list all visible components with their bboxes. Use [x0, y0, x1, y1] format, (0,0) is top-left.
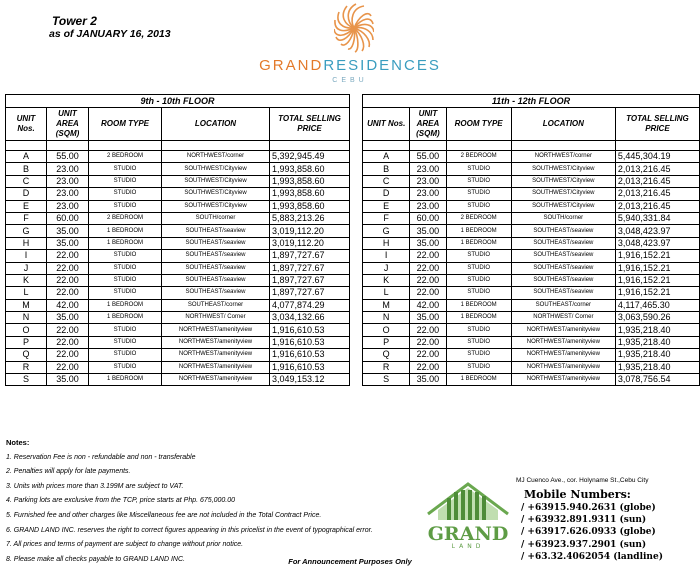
cell-unit-no: B — [6, 163, 47, 175]
cell-location: SOUTHEAST/seaview — [511, 287, 615, 299]
table-row — [6, 299, 350, 311]
mobile-number: / +63932.891.9311 (sun) — [521, 515, 647, 526]
cell-total-selling-price: 2,013,216.45 — [615, 200, 699, 212]
cell-room-type: 1 BEDROOM — [446, 237, 511, 249]
table-row — [6, 151, 350, 163]
cell-location: SOUTHEAST/seaview — [162, 225, 270, 237]
cell-unit-area: 23.00 — [47, 175, 89, 187]
cell-unit-no: C — [6, 175, 47, 187]
cell-unit-no: L — [363, 287, 410, 299]
cell-total-selling-price: 1,935,218.40 — [615, 324, 699, 336]
cell-total-selling-price: 4,077,874.29 — [270, 299, 350, 311]
cell-location: SOUTHWEST/Cityview — [162, 200, 270, 212]
cell-unit-area: 22.00 — [410, 361, 446, 373]
cell-room-type: STUDIO — [446, 250, 511, 262]
table-row — [6, 200, 350, 212]
table-row — [363, 287, 700, 299]
cell-unit-no: P — [6, 336, 47, 348]
cell-unit-area: 23.00 — [410, 163, 446, 175]
cell-location: SOUTHEAST/seaview — [511, 250, 615, 262]
cell-unit-no: I — [6, 250, 47, 262]
cell-location: SOUTHWEST/Cityview — [162, 163, 270, 175]
col-header-unit-area: UNIT AREA (SQM) — [410, 108, 446, 141]
cell-location: NORTHWEST/amenityview — [511, 324, 615, 336]
cell-total-selling-price: 3,048,423.97 — [615, 225, 699, 237]
cell-total-selling-price: 5,445,304.19 — [615, 151, 699, 163]
cell-room-type: 1 BEDROOM — [89, 225, 162, 237]
cell-unit-area: 23.00 — [410, 188, 446, 200]
cell-location: SOUTHEAST/seaview — [511, 274, 615, 286]
cell-room-type: 2 BEDROOM — [446, 212, 511, 224]
cell-unit-area: 42.00 — [47, 299, 89, 311]
cell-unit-area: 22.00 — [410, 324, 446, 336]
cell-room-type: STUDIO — [89, 361, 162, 373]
cell-location: SOUTHEAST/corner — [511, 299, 615, 311]
cell-total-selling-price: 1,916,152.21 — [615, 262, 699, 274]
table-row — [363, 312, 700, 324]
cell-total-selling-price: 1,916,610.53 — [270, 349, 350, 361]
mobile-numbers-list — [521, 502, 663, 563]
cell-unit-area: 22.00 — [410, 274, 446, 286]
cell-unit-no: F — [363, 212, 410, 224]
cell-room-type: STUDIO — [89, 188, 162, 200]
cell-total-selling-price: 2,013,216.45 — [615, 163, 699, 175]
cell-unit-no: H — [6, 237, 47, 249]
cell-room-type: STUDIO — [446, 274, 511, 286]
cell-location: SOUTHEAST/seaview — [162, 274, 270, 286]
table-row — [363, 200, 700, 212]
spacer-row — [363, 141, 700, 151]
col-header-location: LOCATION — [162, 108, 270, 141]
cell-room-type: STUDIO — [89, 349, 162, 361]
cell-unit-no: M — [6, 299, 47, 311]
cell-unit-no: L — [6, 287, 47, 299]
cell-unit-no: C — [363, 175, 410, 187]
cell-unit-area: 22.00 — [47, 324, 89, 336]
cell-unit-no: D — [363, 188, 410, 200]
cell-location: SOUTHEAST/seaview — [511, 262, 615, 274]
cell-total-selling-price: 3,049,153.12 — [270, 374, 350, 386]
cell-location: SOUTHEAST/seaview — [511, 237, 615, 249]
shell-logo-icon — [334, 2, 374, 54]
mobile-numbers-title: Mobile Numbers: — [524, 488, 631, 501]
cell-unit-area: 35.00 — [410, 225, 446, 237]
right-table-title: 11th - 12th FLOOR — [363, 95, 700, 108]
cell-room-type: STUDIO — [446, 262, 511, 274]
cell-unit-no: J — [6, 262, 47, 274]
cell-unit-area: 55.00 — [410, 151, 446, 163]
cell-unit-no: O — [6, 324, 47, 336]
svg-text:GRAND: GRAND — [427, 523, 509, 545]
col-header-total-selling-price: TOTAL SELLING PRICE — [615, 108, 699, 141]
cell-room-type: STUDIO — [89, 200, 162, 212]
cell-location: SOUTHWEST/Cityview — [511, 200, 615, 212]
cell-room-type: 1 BEDROOM — [446, 225, 511, 237]
cell-unit-no: K — [6, 274, 47, 286]
cell-unit-no: S — [6, 374, 47, 386]
cell-location: NORTHWEST/amenityview — [162, 374, 270, 386]
cell-location: SOUTH/corner — [162, 212, 270, 224]
cell-total-selling-price: 3,019,112.20 — [270, 237, 350, 249]
cell-total-selling-price: 1,897,727.67 — [270, 274, 350, 286]
cell-total-selling-price: 1,916,152.21 — [615, 250, 699, 262]
cell-location: SOUTHEAST/seaview — [162, 237, 270, 249]
note-item: 3. Units with prices more than 3.199M are subject to VAT. — [6, 482, 184, 490]
cell-unit-area: 35.00 — [410, 237, 446, 249]
cell-unit-no: G — [363, 225, 410, 237]
cell-unit-no: P — [363, 336, 410, 348]
notes-list — [6, 451, 373, 568]
notes-title: Notes: — [6, 438, 30, 447]
cell-unit-area: 35.00 — [47, 312, 89, 324]
cell-unit-area: 22.00 — [47, 336, 89, 348]
table-row — [363, 336, 700, 348]
cell-total-selling-price: 3,078,756.54 — [615, 374, 699, 386]
cell-location: NORTHWEST/amenityview — [511, 349, 615, 361]
cell-unit-no: B — [363, 163, 410, 175]
cell-room-type: STUDIO — [446, 361, 511, 373]
col-header-room-type: ROOM TYPE — [89, 108, 162, 141]
cell-location: NORTHWEST/corner — [162, 151, 270, 163]
brand-name: GRANDRESIDENCES — [259, 57, 441, 74]
price-table-9th-10th-floor — [5, 94, 350, 386]
note-item: 2. Penalties will apply for late payments. — [6, 468, 131, 476]
cell-unit-no: E — [6, 200, 47, 212]
mobile-number: / +63923.937.2901 (sun) — [521, 539, 647, 550]
col-header-unit-nos: UNIT Nos. — [363, 108, 410, 141]
note-item: 8. Please make all checks payable to GRAND LAND INC. — [6, 555, 185, 563]
cell-location: SOUTHWEST/Cityview — [162, 175, 270, 187]
cell-total-selling-price: 5,883,213.26 — [270, 212, 350, 224]
cell-location: NORTHWEST/amenityview — [162, 324, 270, 336]
cell-unit-area: 23.00 — [47, 188, 89, 200]
cell-total-selling-price: 1,916,610.53 — [270, 361, 350, 373]
cell-room-type: 1 BEDROOM — [446, 374, 511, 386]
table-row — [6, 237, 350, 249]
cell-unit-area: 22.00 — [47, 349, 89, 361]
table-row — [363, 175, 700, 187]
cell-unit-no: N — [363, 312, 410, 324]
company-address: MJ Cuenco Ave., cor. Holyname St.,Cebu City — [516, 477, 649, 484]
table-row — [363, 250, 700, 262]
note-item: 1. Reservation Fee is non - refundable and non - transferable — [6, 453, 196, 461]
cell-location: SOUTHEAST/corner — [162, 299, 270, 311]
cell-location: SOUTHWEST/Cityview — [162, 188, 270, 200]
table-row — [6, 361, 350, 373]
cell-unit-area: 42.00 — [410, 299, 446, 311]
note-item: 4. Parking lots are exclusive from the TCP, price starts at Php. 675,000.00 — [6, 497, 236, 505]
mobile-number: / +63917.626.0933 (globe) — [521, 527, 656, 538]
left-table-body — [6, 151, 350, 386]
cell-room-type: 1 BEDROOM — [446, 312, 511, 324]
tower-label: Tower 2 — [52, 14, 97, 28]
cell-unit-no: S — [363, 374, 410, 386]
cell-unit-area: 22.00 — [410, 262, 446, 274]
cell-unit-area: 55.00 — [47, 151, 89, 163]
cell-unit-no: A — [6, 151, 47, 163]
cell-unit-area: 22.00 — [410, 349, 446, 361]
table-row — [363, 212, 700, 224]
cell-unit-no: A — [363, 151, 410, 163]
table-row — [6, 163, 350, 175]
table-row — [6, 324, 350, 336]
col-header-total-selling-price: TOTAL SELLING PRICE — [270, 108, 350, 141]
table-row — [363, 163, 700, 175]
table-row — [363, 349, 700, 361]
cell-unit-no: N — [6, 312, 47, 324]
right-table-body — [363, 151, 700, 386]
cell-location: SOUTHWEST/Cityview — [511, 175, 615, 187]
cell-total-selling-price: 5,392,945.49 — [270, 151, 350, 163]
cell-room-type: 1 BEDROOM — [89, 312, 162, 324]
table-row — [363, 324, 700, 336]
note-item: 5. Furnished fee and other charges like Miscellaneous fee are not included in the Total Contract Price. — [6, 511, 322, 519]
cell-unit-area: 35.00 — [47, 237, 89, 249]
cell-total-selling-price: 2,013,216.45 — [615, 188, 699, 200]
cell-room-type: 1 BEDROOM — [446, 299, 511, 311]
table-row — [363, 188, 700, 200]
cell-total-selling-price: 5,940,331.84 — [615, 212, 699, 224]
cell-unit-area: 22.00 — [47, 250, 89, 262]
svg-text:LAND: LAND — [451, 543, 485, 550]
col-header-location: LOCATION — [511, 108, 615, 141]
cell-total-selling-price: 1,935,218.40 — [615, 336, 699, 348]
cell-total-selling-price: 1,916,610.53 — [270, 336, 350, 348]
cell-unit-no: Q — [363, 349, 410, 361]
cell-unit-area: 60.00 — [47, 212, 89, 224]
table-row — [363, 151, 700, 163]
cell-total-selling-price: 1,993,858.60 — [270, 200, 350, 212]
cell-unit-area: 22.00 — [47, 262, 89, 274]
table-row — [363, 237, 700, 249]
cell-total-selling-price: 2,013,216.45 — [615, 175, 699, 187]
cell-total-selling-price: 1,993,858.60 — [270, 175, 350, 187]
cell-total-selling-price: 1,897,727.67 — [270, 287, 350, 299]
table-row — [6, 250, 350, 262]
cell-room-type: STUDIO — [89, 336, 162, 348]
price-table-11th-12th-floor — [362, 94, 700, 386]
cell-location: NORTHWEST/ Corner — [162, 312, 270, 324]
cell-room-type: STUDIO — [89, 163, 162, 175]
cell-location: SOUTHEAST/seaview — [162, 250, 270, 262]
table-row — [6, 349, 350, 361]
cell-unit-no: F — [6, 212, 47, 224]
cell-total-selling-price: 3,063,590.26 — [615, 312, 699, 324]
cell-location: SOUTHWEST/Cityview — [511, 163, 615, 175]
cell-unit-area: 22.00 — [47, 361, 89, 373]
table-row — [6, 312, 350, 324]
cell-unit-area: 60.00 — [410, 212, 446, 224]
note-item: 7. All prices and terms of payment are subject to change without prior notice. — [6, 541, 244, 549]
cell-location: SOUTHWEST/Cityview — [511, 188, 615, 200]
cell-room-type: 2 BEDROOM — [89, 212, 162, 224]
cell-room-type: STUDIO — [89, 262, 162, 274]
cell-unit-area: 35.00 — [47, 374, 89, 386]
cell-room-type: STUDIO — [446, 188, 511, 200]
table-row — [363, 262, 700, 274]
cell-room-type: STUDIO — [446, 163, 511, 175]
cell-room-type: STUDIO — [89, 274, 162, 286]
cell-unit-area: 35.00 — [410, 374, 446, 386]
cell-room-type: STUDIO — [446, 175, 511, 187]
cell-unit-no: R — [363, 361, 410, 373]
cell-room-type: STUDIO — [446, 287, 511, 299]
table-row — [6, 212, 350, 224]
cell-room-type: 1 BEDROOM — [89, 237, 162, 249]
cell-total-selling-price: 1,897,727.67 — [270, 262, 350, 274]
cell-unit-area: 22.00 — [47, 287, 89, 299]
cell-unit-no: I — [363, 250, 410, 262]
col-header-room-type: ROOM TYPE — [446, 108, 511, 141]
cell-unit-no: E — [363, 200, 410, 212]
table-row — [6, 374, 350, 386]
cell-location: NORTHWEST/amenityview — [162, 336, 270, 348]
left-table-title: 9th - 10th FLOOR — [6, 95, 350, 108]
table-row — [363, 374, 700, 386]
cell-room-type: STUDIO — [446, 349, 511, 361]
brand-subtitle: CEBU — [332, 77, 368, 84]
cell-total-selling-price: 1,993,858.60 — [270, 188, 350, 200]
cell-unit-area: 23.00 — [47, 163, 89, 175]
cell-total-selling-price: 1,916,610.53 — [270, 324, 350, 336]
cell-room-type: 1 BEDROOM — [89, 299, 162, 311]
cell-unit-area: 23.00 — [410, 175, 446, 187]
cell-room-type: STUDIO — [89, 287, 162, 299]
cell-unit-area: 35.00 — [47, 225, 89, 237]
mobile-number: / +63.32.4062054 (landline) — [521, 551, 663, 562]
cell-room-type: STUDIO — [89, 324, 162, 336]
cell-unit-area: 22.00 — [410, 336, 446, 348]
col-header-unit-area: UNIT AREA (SQM) — [47, 108, 89, 141]
table-row — [6, 287, 350, 299]
col-header-unit-nos: UNIT Nos. — [6, 108, 47, 141]
cell-location: NORTHWEST/amenityview — [511, 361, 615, 373]
cell-location: SOUTHEAST/seaview — [162, 262, 270, 274]
cell-total-selling-price: 1,916,152.21 — [615, 274, 699, 286]
table-row — [363, 299, 700, 311]
cell-unit-no: M — [363, 299, 410, 311]
as-of-date: as of JANUARY 16, 2013 — [49, 28, 171, 40]
mobile-number: / +63915.940.2631 (globe) — [521, 503, 656, 513]
cell-room-type: STUDIO — [446, 324, 511, 336]
table-row — [6, 274, 350, 286]
cell-room-type: 2 BEDROOM — [89, 151, 162, 163]
notes-section — [6, 436, 373, 567]
cell-location: SOUTH/corner — [511, 212, 615, 224]
cell-total-selling-price: 1,897,727.67 — [270, 250, 350, 262]
cell-unit-area: 23.00 — [47, 200, 89, 212]
footer-disclaimer: For Announcement Purposes Only — [288, 557, 412, 566]
cell-room-type: STUDIO — [89, 250, 162, 262]
cell-location: SOUTHEAST/seaview — [511, 225, 615, 237]
spacer-row — [6, 141, 350, 151]
table-row — [363, 274, 700, 286]
cell-unit-area: 23.00 — [410, 200, 446, 212]
cell-total-selling-price: 1,993,858.60 — [270, 163, 350, 175]
cell-total-selling-price: 1,916,152.21 — [615, 287, 699, 299]
cell-unit-area: 35.00 — [410, 312, 446, 324]
table-row — [6, 262, 350, 274]
cell-total-selling-price: 3,019,112.20 — [270, 225, 350, 237]
table-row — [6, 225, 350, 237]
cell-room-type: 1 BEDROOM — [89, 374, 162, 386]
cell-unit-no: R — [6, 361, 47, 373]
cell-unit-no: D — [6, 188, 47, 200]
table-row — [6, 336, 350, 348]
cell-location: NORTHWEST/ Corner — [511, 312, 615, 324]
cell-room-type: STUDIO — [89, 175, 162, 187]
cell-room-type: 2 BEDROOM — [446, 151, 511, 163]
cell-total-selling-price: 1,935,218.40 — [615, 349, 699, 361]
cell-total-selling-price: 3,048,423.97 — [615, 237, 699, 249]
note-item: 6. GRAND LAND INC. reserves the right to correct figures appearing in this pricelist in the event of typographical error. — [6, 526, 373, 534]
table-row — [6, 175, 350, 187]
cell-unit-no: O — [363, 324, 410, 336]
cell-total-selling-price: 3,034,132.66 — [270, 312, 350, 324]
cell-location: SOUTHEAST/seaview — [162, 287, 270, 299]
cell-unit-no: J — [363, 262, 410, 274]
cell-total-selling-price: 1,935,218.40 — [615, 361, 699, 373]
cell-unit-no: H — [363, 237, 410, 249]
grand-land-logo-icon — [424, 470, 512, 550]
cell-location: NORTHWEST/amenityview — [511, 336, 615, 348]
cell-unit-no: Q — [6, 349, 47, 361]
cell-room-type: STUDIO — [446, 200, 511, 212]
table-row — [363, 225, 700, 237]
cell-unit-area: 22.00 — [47, 274, 89, 286]
cell-location: NORTHWEST/amenityview — [162, 361, 270, 373]
cell-unit-no: G — [6, 225, 47, 237]
cell-unit-area: 22.00 — [410, 287, 446, 299]
cell-location: NORTHWEST/amenityview — [511, 374, 615, 386]
cell-location: NORTHWEST/amenityview — [162, 349, 270, 361]
cell-room-type: STUDIO — [446, 336, 511, 348]
table-row — [363, 361, 700, 373]
cell-unit-area: 22.00 — [410, 250, 446, 262]
table-row — [6, 188, 350, 200]
cell-unit-no: K — [363, 274, 410, 286]
cell-total-selling-price: 4,117,465.30 — [615, 299, 699, 311]
cell-location: NORTHWEST/corner — [511, 151, 615, 163]
